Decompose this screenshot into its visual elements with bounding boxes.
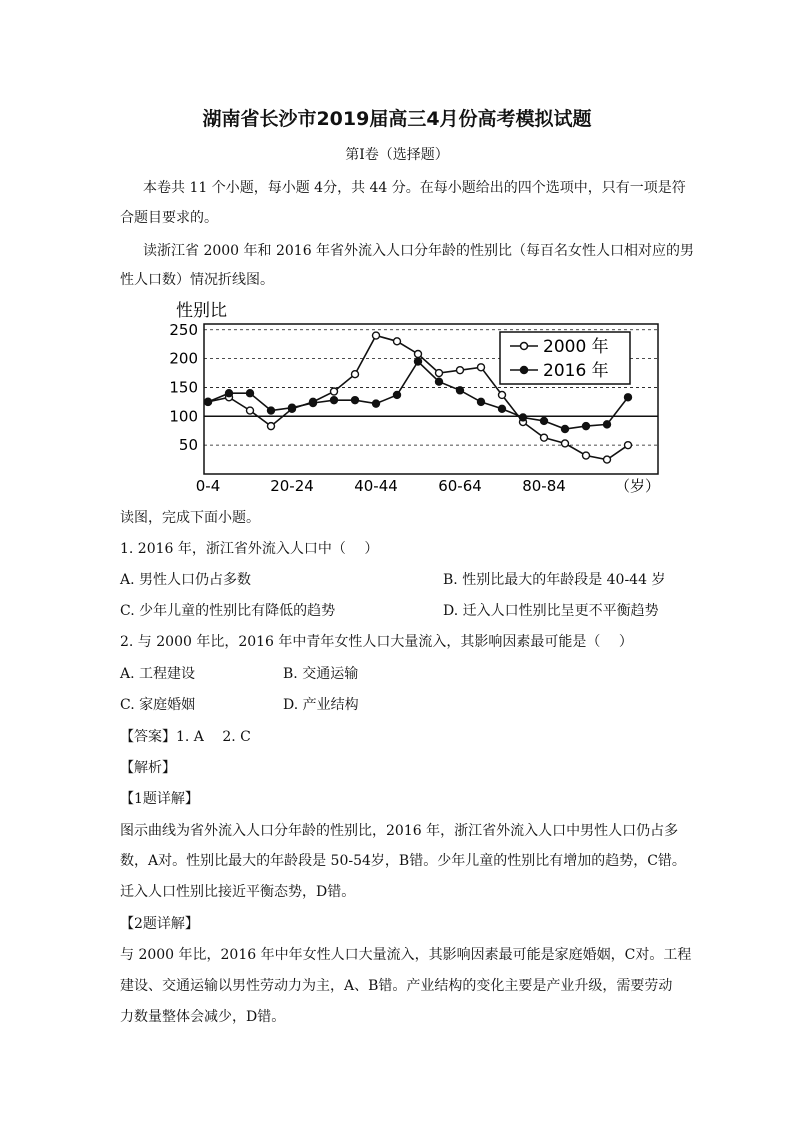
series-0-point-18 — [583, 452, 590, 459]
legend-label-2016: 2016 年 — [543, 361, 609, 381]
series-1-point-18 — [583, 423, 590, 430]
series-0-point-7 — [352, 371, 359, 378]
series-1-point-13 — [478, 398, 485, 405]
series-0-point-8 — [373, 332, 380, 339]
series-1-point-20 — [625, 394, 632, 401]
stem-line-2: 性人口数）情况折线图。 — [120, 272, 274, 288]
x-axis-unit: （岁） — [615, 477, 661, 495]
detail-2-line-2: 建设、交通运输以男性劳动力为主，A、B错。产业结构的变化主要是产业升级，需要劳动 — [120, 978, 673, 994]
y-tick-250: 250 — [169, 320, 198, 339]
series-1-point-15 — [520, 414, 527, 421]
intro-line-1: 本卷共 11 个小题，每小题 4分，共 44 分。在每小题给出的四个选项中，只有一项是符 — [143, 180, 686, 196]
detail-2-line-1: 与 2000 年比，2016 年中年女性人口大量流入，其影响因素最可能是家庭婚姻，C对。工程 — [120, 947, 692, 963]
sex-ratio-line-chart — [160, 294, 665, 499]
series-1-point-5 — [310, 400, 317, 407]
y-tick-50: 50 — [178, 436, 198, 455]
series-0-point-10 — [415, 351, 422, 358]
series-0-point-12 — [457, 367, 464, 374]
series-0-point-14 — [499, 391, 506, 398]
series-0-point-9 — [394, 338, 401, 345]
series-0-point-6 — [331, 388, 338, 395]
series-1-point-14 — [499, 405, 506, 412]
series-1-point-2 — [247, 390, 254, 397]
series-0-point-17 — [562, 440, 569, 447]
section-subtitle: 第I卷（选择题） — [345, 147, 449, 163]
q1-option-c: C. 少年儿童的性别比有降低的趋势 — [120, 603, 336, 619]
answer-line: 【答案】1. A 2. C — [120, 729, 251, 745]
legend — [500, 332, 630, 384]
series-0-point-11 — [436, 370, 443, 377]
q2-option-c: C. 家庭婚姻 — [120, 697, 196, 713]
x-tick-40-44: 40-44 — [354, 477, 398, 495]
q2-option-d: D. 产业结构 — [283, 697, 359, 713]
series-1-point-17 — [562, 426, 569, 433]
legend-marker-2000 — [521, 343, 528, 350]
q1-option-a: A. 男性人口仍占多数 — [120, 572, 252, 588]
intro-line-2: 合题目要求的。 — [120, 210, 218, 226]
question-1: 1. 2016 年，浙江省外流入人口中（ ） — [120, 541, 379, 557]
series-0-point-3 — [268, 423, 275, 430]
series-1-point-12 — [457, 387, 464, 394]
series-0-point-2 — [247, 407, 254, 414]
x-tick-60-64: 60-64 — [438, 477, 482, 495]
q1-option-b: B. 性别比最大的年龄段是 40-44 岁 — [443, 572, 666, 588]
x-tick-80-84: 80-84 — [522, 477, 566, 495]
series-0-point-19 — [604, 456, 611, 463]
y-tick-labels — [169, 321, 198, 454]
series-0-point-13 — [478, 364, 485, 371]
y-tick-200: 200 — [169, 349, 198, 368]
y-tick-100: 100 — [169, 407, 198, 426]
detail-2-line-3: 力数量整体会减少，D错。 — [120, 1009, 286, 1025]
analysis-label: 【解析】 — [120, 760, 176, 776]
chart-ylabel: 性别比 — [176, 301, 227, 321]
series-1-point-4 — [289, 404, 296, 411]
detail-1-line-2: 数，A对。性别比最大的年龄段是 50-54岁，B错。少年儿童的性别比有增加的趋势，C错。 — [120, 853, 686, 869]
series-1-point-16 — [541, 417, 548, 424]
series-1-point-7 — [352, 397, 359, 404]
series-1-point-0 — [205, 398, 212, 405]
y-tick-150: 150 — [169, 378, 198, 397]
series-1-point-8 — [373, 400, 380, 407]
chart-instruction: 读图，完成下面小题。 — [120, 510, 260, 526]
question-2: 2. 与 2000 年比，2016 年中青年女性人口大量流入，其影响因素最可能是（ ） — [120, 634, 633, 650]
series-1-point-11 — [436, 378, 443, 385]
x-tick-labels — [196, 477, 566, 495]
series-1-point-6 — [331, 397, 338, 404]
q1-option-d: D. 迁入人口性别比呈更不平衡趋势 — [443, 603, 659, 619]
series-1-point-9 — [394, 391, 401, 398]
legend-label-2000: 2000 年 — [543, 337, 609, 357]
legend-marker-2016 — [521, 367, 528, 374]
detail-1-line-3: 迁入人口性别比接近平衡态势，D错。 — [120, 884, 356, 900]
q2-option-b: B. 交通运输 — [283, 666, 359, 682]
series-0-point-16 — [541, 434, 548, 441]
series-0-point-20 — [625, 442, 632, 449]
detail-2-label: 【2题详解】 — [120, 916, 199, 932]
series-1-point-1 — [226, 390, 233, 397]
series-1-point-3 — [268, 407, 275, 414]
q2-option-a: A. 工程建设 — [120, 666, 196, 682]
stem-line-1: 读浙江省 2000 年和 2016 年省外流入人口分年龄的性别比（每百名女性人口相对应的男 — [143, 243, 695, 259]
series-1-point-10 — [415, 358, 422, 365]
page-title: 湖南省长沙市2019届高三4月份高考模拟试题 — [202, 108, 592, 130]
series-1-point-19 — [604, 421, 611, 428]
detail-1-line-1: 图示曲线为省外流入人口分年龄的性别比，2016 年，浙江省外流入人口中男性人口仍占多 — [120, 823, 679, 839]
x-tick-20-24: 20-24 — [270, 477, 314, 495]
detail-1-label: 【1题详解】 — [120, 791, 199, 807]
x-tick-0-4: 0-4 — [195, 477, 221, 495]
